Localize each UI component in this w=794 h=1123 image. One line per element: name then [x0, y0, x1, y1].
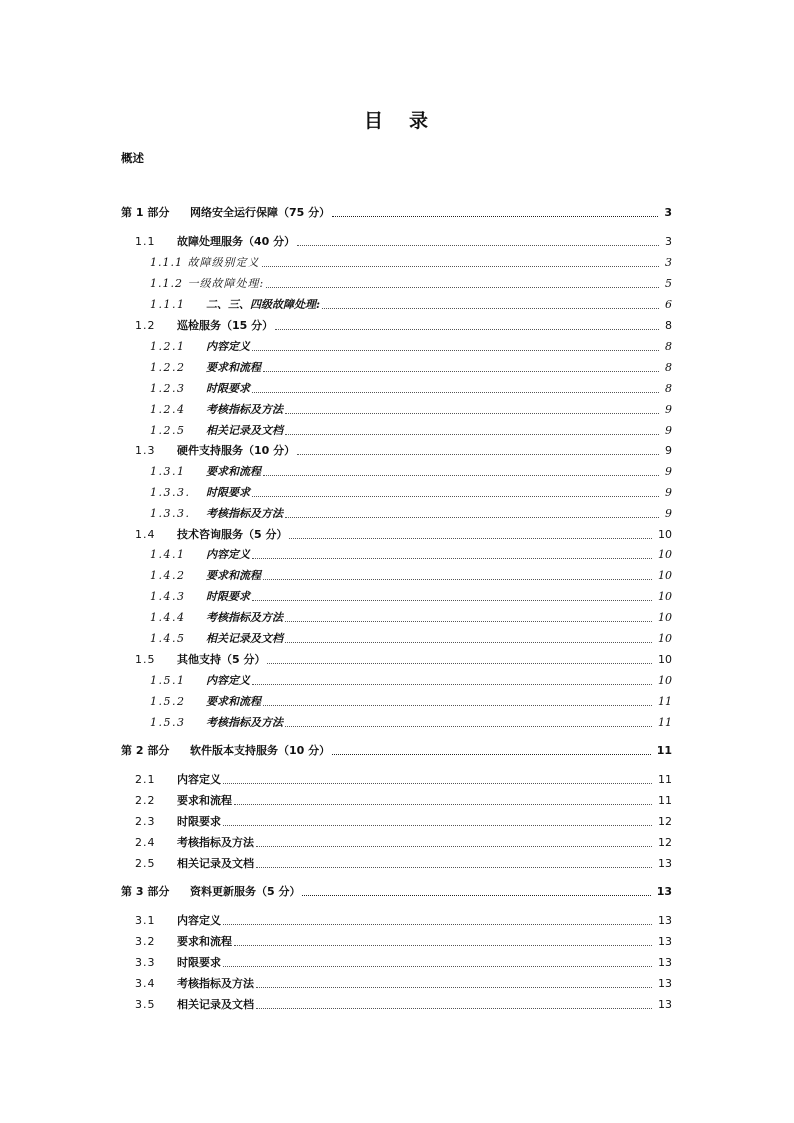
toc-page-number: 9 [665, 424, 672, 437]
toc-entry-title: 要求和流程 [177, 935, 232, 948]
toc-leader-dots [263, 578, 652, 580]
toc-leader-dots [252, 391, 659, 393]
toc-page-number: 9 [665, 403, 672, 416]
toc-page-number: 10 [658, 548, 672, 561]
toc-entry-title: 考核指标及方法 [177, 977, 254, 990]
overview-heading: 概述 [121, 151, 144, 165]
toc-entry-title: 内容定义 [206, 674, 250, 687]
toc-entry-number: 1.2.5 [150, 424, 186, 437]
toc-entry-number: 1.4 [135, 528, 156, 541]
toc-entry-title: 故障处理服务（40 分） [177, 235, 296, 248]
toc-entry[interactable] [0, 792, 794, 810]
toc-entry-title: 内容定义 [177, 773, 221, 786]
toc-entry[interactable] [0, 526, 794, 544]
toc-entry-number: 1.1 [135, 235, 156, 248]
toc-entry-title: 要求和流程 [206, 361, 261, 374]
toc-entry[interactable] [0, 813, 794, 831]
page-title [0, 106, 794, 133]
toc-entry-title: 相关记录及文档 [177, 998, 254, 1011]
toc-entry-number: 1.4.5 [150, 632, 186, 645]
toc-entry-title: 软件版本支持服务（10 分） [190, 744, 331, 757]
toc-entry[interactable] [0, 204, 794, 222]
toc-page-number: 13 [658, 914, 672, 927]
toc-entry-title: 内容定义 [177, 914, 221, 927]
toc-entry-number: 1.3 [135, 444, 156, 457]
toc-entry-title: 硬件支持服务（10 分） [177, 444, 296, 457]
toc-entry-number: 2.5 [135, 857, 156, 870]
toc-entry-number: 3.4 [135, 977, 156, 990]
toc-leader-dots [285, 641, 652, 643]
toc-entry-number: 1.4.4 [150, 611, 186, 624]
toc-leader-dots [266, 286, 659, 288]
toc-leader-dots [297, 453, 659, 455]
toc-page-number: 13 [658, 977, 672, 990]
toc-entry-title: 考核指标及方法 [206, 716, 283, 729]
toc-entry-number: 1.5.2 [150, 695, 186, 708]
toc-leader-dots [252, 557, 652, 559]
toc-entry[interactable] [0, 742, 794, 760]
toc-entry[interactable] [0, 771, 794, 789]
toc-leader-dots [256, 845, 652, 847]
toc-entry-title: 考核指标及方法 [177, 836, 254, 849]
toc-page-number: 10 [658, 632, 672, 645]
toc-entry-title: 网络安全运行保障（75 分） [190, 206, 331, 219]
toc-page-number: 8 [665, 319, 672, 332]
toc-entry-title: 资料更新服务（5 分） [190, 885, 301, 898]
toc-entry-number: 1.4.2 [150, 569, 186, 582]
toc-leader-dots [267, 662, 652, 664]
toc-entry[interactable] [0, 855, 794, 873]
toc-entry[interactable] [0, 546, 794, 564]
toc-entry[interactable] [0, 567, 794, 585]
toc-entry[interactable] [0, 254, 794, 272]
toc-page-number: 9 [665, 465, 672, 478]
toc-entry-title: 时限要求 [206, 486, 250, 499]
toc-entry-title: 技术咨询服务（5 分） [177, 528, 288, 541]
toc-page-number: 9 [665, 444, 672, 457]
toc-entry[interactable] [0, 359, 794, 377]
toc-entry-number: 1.2.3 [150, 382, 186, 395]
toc-entry-number: 1.2.1 [150, 340, 186, 353]
toc-leader-dots [322, 307, 659, 309]
toc-leader-dots [285, 725, 652, 727]
toc-page-number: 13 [658, 956, 672, 969]
toc-entry-title: 要求和流程 [206, 695, 261, 708]
toc-entry-number: 3.2 [135, 935, 156, 948]
toc-leader-dots [263, 704, 652, 706]
toc-leader-dots [252, 349, 659, 351]
toc-entry-title: 二、三、四级故障处理: [206, 298, 321, 311]
toc-entry[interactable] [0, 912, 794, 930]
toc-entry[interactable] [0, 672, 794, 690]
toc-entry-title: 相关记录及文档 [206, 424, 283, 437]
toc-leader-dots [223, 824, 652, 826]
toc-page-number: 13 [658, 998, 672, 1011]
toc-leader-dots [285, 620, 652, 622]
toc-leader-dots [332, 753, 651, 755]
toc-entry[interactable] [0, 505, 794, 523]
toc-entry-title: 时限要求 [206, 382, 250, 395]
toc-page-number: 11 [658, 773, 672, 786]
toc-entry[interactable] [0, 275, 794, 293]
toc-leader-dots [234, 944, 652, 946]
toc-leader-dots [285, 433, 659, 435]
toc-page-number: 10 [658, 528, 672, 541]
toc-entry-title: 内容定义 [206, 548, 250, 561]
toc-entry[interactable] [0, 883, 794, 901]
toc-entry[interactable] [0, 401, 794, 419]
toc-page-number: 10 [658, 569, 672, 582]
toc-entry-number: 第 3 部分 [121, 885, 170, 898]
toc-leader-dots [252, 495, 659, 497]
toc-page-number: 9 [665, 507, 672, 520]
toc-page-number: 8 [665, 340, 672, 353]
toc-entry-title: 相关记录及文档 [177, 857, 254, 870]
toc-page-number: 3 [665, 235, 672, 248]
toc-leader-dots [285, 516, 659, 518]
toc-leader-dots [275, 328, 659, 330]
toc-entry[interactable] [0, 630, 794, 648]
toc-entry-title: 其他支持（5 分） [177, 653, 266, 666]
toc-entry-number: 1.3.3. [150, 507, 191, 520]
toc-entry-title: 巡检服务（15 分） [177, 319, 274, 332]
toc-entry[interactable] [0, 380, 794, 398]
toc-page-number: 3 [665, 256, 672, 269]
toc-entry[interactable] [0, 954, 794, 972]
toc-page-number: 10 [658, 653, 672, 666]
toc-leader-dots [285, 412, 659, 414]
toc-page-number: 13 [658, 857, 672, 870]
toc-entry-title: 内容定义 [206, 340, 250, 353]
toc-entry[interactable] [0, 338, 794, 356]
toc-page-number: 13 [656, 885, 672, 898]
toc-entry[interactable] [0, 834, 794, 852]
toc-entry-number: 1.5 [135, 653, 156, 666]
toc-leader-dots [234, 803, 652, 805]
toc-page-number: 3 [664, 206, 672, 219]
toc-entry-title: 要求和流程 [206, 465, 261, 478]
toc-entry-number: 2.4 [135, 836, 156, 849]
toc-page-number: 6 [665, 298, 672, 311]
toc-page-number: 12 [658, 836, 672, 849]
toc-entry-number: 1.4.3 [150, 590, 186, 603]
toc-entry-number: 第 2 部分 [121, 744, 170, 757]
toc-entry-title: 时限要求 [177, 815, 221, 828]
toc-entry[interactable] [0, 693, 794, 711]
toc-entry-number: 2.3 [135, 815, 156, 828]
title-char-2: 录 [409, 110, 431, 132]
toc-leader-dots [223, 923, 652, 925]
toc-page-number: 10 [658, 611, 672, 624]
toc-leader-dots [297, 244, 659, 246]
toc-entry[interactable] [0, 463, 794, 481]
toc-page-number: 10 [658, 674, 672, 687]
toc-page-number: 5 [665, 277, 672, 290]
toc-entry-title: 考核指标及方法 [206, 403, 283, 416]
toc-entry-title: 要求和流程 [177, 794, 232, 807]
toc-page-number: 11 [658, 716, 672, 729]
toc-page-number: 8 [665, 382, 672, 395]
toc-leader-dots [256, 1007, 652, 1009]
toc-entry-number: 2.1 [135, 773, 156, 786]
toc-entry-number: 1.5.1 [150, 674, 186, 687]
toc-page-number: 9 [665, 486, 672, 499]
toc-entry-number: 2.2 [135, 794, 156, 807]
toc-entry[interactable] [0, 233, 794, 251]
toc-entry[interactable] [0, 422, 794, 440]
toc-entry-number: 1.1.1 故障级别定义 [150, 256, 260, 269]
toc-page-number: 12 [658, 815, 672, 828]
toc-leader-dots [223, 965, 652, 967]
toc-entry[interactable] [0, 588, 794, 606]
toc-leader-dots [263, 474, 659, 476]
toc-leader-dots [223, 782, 652, 784]
toc-entry[interactable] [0, 651, 794, 669]
toc-leader-dots [263, 370, 659, 372]
toc-leader-dots [256, 866, 652, 868]
toc-leader-dots [252, 683, 652, 685]
toc-entry-number: 1.5.3 [150, 716, 186, 729]
toc-entry-title: 考核指标及方法 [206, 611, 283, 624]
toc-page-number: 10 [658, 590, 672, 603]
toc-leader-dots [289, 537, 652, 539]
toc-entry-number: 第 1 部分 [121, 206, 170, 219]
toc-leader-dots [302, 894, 651, 896]
toc-entry-title: 相关记录及文档 [206, 632, 283, 645]
toc-entry-title: 时限要求 [177, 956, 221, 969]
toc-leader-dots [262, 265, 659, 267]
toc-entry-title: 时限要求 [206, 590, 250, 603]
toc-page-number: 11 [658, 695, 672, 708]
toc-leader-dots [256, 986, 652, 988]
toc-page-number: 11 [658, 794, 672, 807]
toc-entry-number: 3.1 [135, 914, 156, 927]
toc-page-number: 11 [656, 744, 672, 757]
toc-entry[interactable] [0, 296, 794, 314]
toc-entry-number: 1.1.1 [150, 298, 186, 311]
toc-entry-number: 1.2.4 [150, 403, 186, 416]
toc-entry-number: 1.2.2 [150, 361, 186, 374]
toc-entry-number: 1.3.1 [150, 465, 186, 478]
toc-leader-dots [332, 215, 658, 217]
toc-entry[interactable] [0, 442, 794, 460]
toc-entry-number: 1.4.1 [150, 548, 186, 561]
toc-entry[interactable] [0, 975, 794, 993]
toc-entry-number: 3.3 [135, 956, 156, 969]
toc-leader-dots [252, 599, 652, 601]
toc-entry[interactable] [0, 933, 794, 951]
toc-page-number: 13 [658, 935, 672, 948]
toc-entry[interactable] [0, 317, 794, 335]
toc-entry[interactable] [0, 996, 794, 1014]
toc-entry-number: 3.5 [135, 998, 156, 1011]
toc-entry-number: 1.1.2 一级故障处理: [150, 277, 265, 290]
toc-entry[interactable] [0, 484, 794, 502]
toc-entry[interactable] [0, 714, 794, 732]
toc-entry-number: 1.2 [135, 319, 156, 332]
toc-entry-title: 要求和流程 [206, 569, 261, 582]
toc-entry-number: 1.3.3. [150, 486, 191, 499]
title-char-1: 目 [363, 110, 385, 132]
toc-entry-title: 考核指标及方法 [206, 507, 283, 520]
toc-page-number: 8 [665, 361, 672, 374]
toc-entry[interactable] [0, 609, 794, 627]
